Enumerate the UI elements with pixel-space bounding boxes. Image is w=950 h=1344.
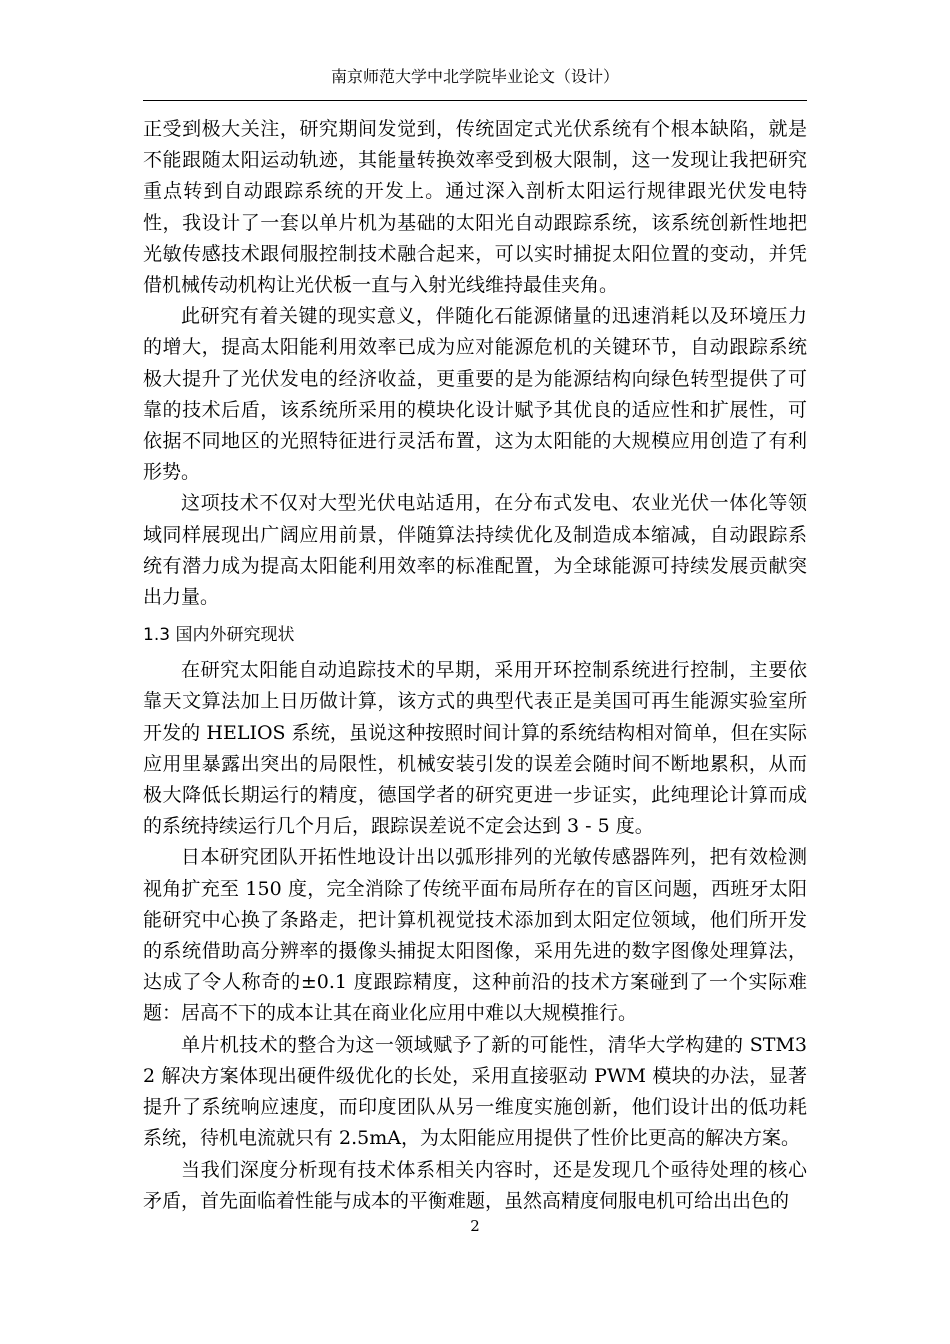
page-body <box>143 114 807 1217</box>
section-heading: 1.3 国内外研究现状 <box>143 625 295 646</box>
section-paragraph-4: 当我们深度分析现有技术体系相关内容时，还是发现几个亟待处理的核心矛盾，首先面临着性能与成本的平衡难题，虽然高精度伺服电机可给出出色的 <box>143 1158 807 1212</box>
section-paragraph-3: 单片机技术的整合为这一领域赋予了新的可能性，清华大学构建的 STM32 解决方案体现出硬件级优化的长处，采用直接驱动 PWM 模块的办法，显著提升了系统响应速度，而印度团队从另一维度实施创新，他们设计出的低功耗系统，待机电流就只有 2.5mA，为太阳能应用提供了性价比更高的解决方案。 <box>143 1033 807 1150</box>
page-number: 2 <box>470 1217 480 1235</box>
body-paragraph-3: 这项技术不仅对大型光伏电站适用，在分布式发电、农业光伏一体化等领域同样展现出广阔应用前景，伴随算法持续优化及制造成本缩减，自动跟踪系统有潜力成为提高太阳能利用效率的标准配置，为全球能源可持续发展贡献突出力量。 <box>143 492 807 609</box>
body-paragraph-1: 正受到极大关注，研究期间发觉到，传统固定式光伏系统有个根本缺陷，就是不能跟随太阳运动轨迹，其能量转换效率受到极大限制，这一发现让我把研究重点转到自动跟踪系统的开发上。通过深入剖析太阳运行规律跟光伏发电特性，我设计了一套以单片机为基础的太阳光自动跟踪系统，该系统创新性地把光敏传感技术跟伺服控制技术融合起来，可以实时捕捉太阳位置的变动，并凭借机械传动机构让光伏板一直与入射光线维持最佳夹角。 <box>143 118 807 297</box>
body-paragraph-2: 此研究有着关键的现实意义，伴随化石能源储量的迅速消耗以及环境压力的增大，提高太阳能利用效率已成为应对能源危机的关键环节，自动跟踪系统极大提升了光伏发电的经济收益，更重要的是为能源结构向绿色转型提供了可靠的技术后盾，该系统所采用的模块化设计赋予其优良的适应性和扩展性，可依据不同地区的光照特征进行灵活布置，这为太阳能的大规模应用创造了有利形势。 <box>143 305 807 484</box>
section-paragraph-1: 在研究太阳能自动追踪技术的早期，采用开环控制系统进行控制，主要依靠天文算法加上日历做计算，该方式的典型代表正是美国可再生能源实验室所开发的 HELIOS 系统，虽说这种按照时间计算的系统结构相对简单，但在实际应用里暴露出突出的局限性，机械安装引发的误差会随时间不断地累积，从而极大降低长期运行的精度，德国学者的研究更进一步证实，此纯理论计算而成的系统持续运行几个月后，跟踪误差说不定会达到 3 - 5 度。 <box>143 659 807 838</box>
header-divider <box>143 100 807 101</box>
running-header: 南京师范大学中北学院毕业论文（设计） <box>330 67 619 86</box>
section-paragraph-2: 日本研究团队开拓性地设计出以弧形排列的光敏传感器阵列，把有效检测视角扩充至 150 度，完全消除了传统平面布局所存在的盲区问题，西班牙太阳能研究中心换了条路走，把计算机视觉技术添加到太阳定位领域，他们所开发的系统借助高分辨率的摄像头捕捉太阳图像，采用先进的数字图像处理算法，达成了令人称奇的±0.1 度跟踪精度，这种前沿的技术方案碰到了一个实际难题：居高不下的成本让其在商业化应用中难以大规模推行。 <box>143 846 807 1025</box>
